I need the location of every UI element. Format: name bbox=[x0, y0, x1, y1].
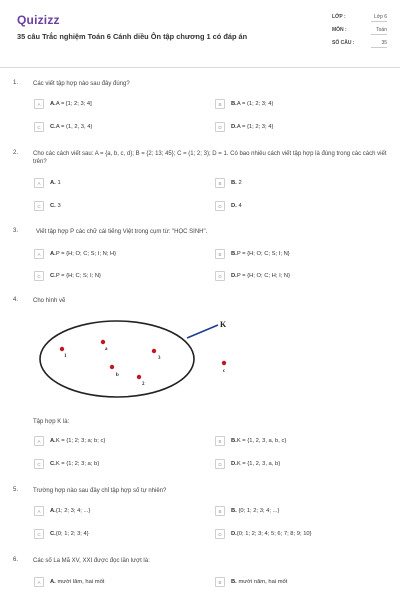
worksheet-header bbox=[0, 0, 400, 70]
element-dot bbox=[137, 375, 141, 379]
element-label: c bbox=[223, 369, 226, 374]
option-d[interactable]: D D. 4 bbox=[215, 200, 242, 212]
meta-question-count: SỐ CÂU : 35 bbox=[332, 40, 387, 46]
option-a[interactable]: A A.A = [1; 2; 3; 4] bbox=[34, 98, 92, 110]
element-label: 2 bbox=[142, 382, 145, 387]
set-k-pointer bbox=[187, 325, 218, 338]
option-d[interactable]: D D.P = {H; O; C; H; I; N} bbox=[215, 270, 290, 282]
element-dot bbox=[110, 365, 114, 369]
option-b[interactable]: B B. mười năm, hai mốt bbox=[215, 576, 287, 588]
option-a[interactable]: A A.{1; 2; 3; 4; ...} bbox=[34, 505, 90, 517]
set-k-ellipse bbox=[40, 321, 194, 397]
set-k-label: K bbox=[220, 320, 227, 329]
element-label: 3 bbox=[158, 356, 161, 361]
meta-class: LỚP : Lớp 6 bbox=[332, 14, 387, 20]
question-text: Cho hình vẽ bbox=[33, 298, 66, 304]
option-c[interactable]: C C.A = (1, 2, 3, 4) bbox=[34, 121, 92, 133]
option-a[interactable]: A A.K = {1; 2; 3; a; b; c} bbox=[34, 435, 105, 447]
question-text: Các viết tập hợp nào sau đây đúng? bbox=[33, 81, 130, 87]
question-text: Cho các cách viết sau: A = {a, b, c, d}; B = {2; 13; 45}; C = (1; 2; 3); D = 1. Có bao nhiêu cách viết tập hợp là đúng trong các cách viết trên? bbox=[33, 151, 387, 165]
element-label: b bbox=[116, 373, 119, 378]
option-b[interactable]: B B.P = {H; O; C; S; I; N} bbox=[215, 248, 290, 260]
question-text: Các số La Mã XV, XXI được đọc lần lượt là: bbox=[33, 558, 150, 564]
question-number: 3. bbox=[13, 228, 19, 234]
option-d[interactable]: D D.A = {1; 2; 3; 4} bbox=[215, 121, 273, 133]
meta-subject: MÔN : Toán bbox=[332, 27, 387, 33]
option-b[interactable]: B B. {0; 1; 2; 3; 4; ...} bbox=[215, 505, 279, 517]
option-c[interactable]: C C. 3 bbox=[34, 200, 61, 212]
element-label: a bbox=[105, 347, 108, 352]
worksheet-meta bbox=[332, 14, 387, 53]
set-diagram bbox=[30, 318, 250, 418]
element-dot bbox=[60, 347, 64, 351]
header-divider bbox=[0, 67, 400, 68]
option-b[interactable]: B B.A = (1; 2; 3; 4) bbox=[215, 98, 273, 110]
option-a[interactable]: A A.P = {H; O; C; S; I; N; H} bbox=[34, 248, 116, 260]
option-d[interactable]: D D.{0; 1; 2; 3; 4; 5; 6; 7; 8; 9; 10} bbox=[215, 528, 312, 540]
element-dot bbox=[222, 361, 226, 365]
question-number: 1. bbox=[13, 80, 19, 86]
question-subtext: Tập hợp K là: bbox=[33, 419, 70, 425]
worksheet-title: 35 câu Trắc nghiệm Toán 6 Cánh diều Ôn tập chương 1 có đáp án bbox=[17, 32, 248, 41]
element-dot bbox=[101, 340, 105, 344]
option-d[interactable]: D D.K = {1, 2, 3, a, b} bbox=[215, 458, 280, 470]
question-number: 5. bbox=[13, 487, 19, 493]
quizizz-logo: Quizizz bbox=[17, 13, 60, 27]
question-text: Viết tập hợp P các chữ cái tiếng Việt trong cụm từ: "HỌC SINH". bbox=[36, 229, 208, 235]
option-c[interactable]: C C.{0; 1; 2; 3; 4} bbox=[34, 528, 89, 540]
option-a[interactable]: A A. mười lăm, hai mốt bbox=[34, 576, 104, 588]
option-b[interactable]: B B. 2 bbox=[215, 177, 242, 189]
option-c[interactable]: C C.K = {1; 2; 3; a; b} bbox=[34, 458, 99, 470]
option-c[interactable]: C C.P = {H; C; S; I; N} bbox=[34, 270, 101, 282]
option-b[interactable]: B B.K = {1, 2, 3, a, b, c} bbox=[215, 435, 286, 447]
question-text: Trường hợp nào sau đây chỉ tập hợp số tự nhiên? bbox=[33, 488, 167, 494]
question-number: 2. bbox=[13, 150, 19, 156]
question-number: 6. bbox=[13, 557, 19, 563]
element-label: 1 bbox=[64, 354, 67, 359]
element-dot bbox=[152, 349, 156, 353]
option-a[interactable]: A A. 1 bbox=[34, 177, 61, 189]
question-number: 4. bbox=[13, 297, 19, 303]
